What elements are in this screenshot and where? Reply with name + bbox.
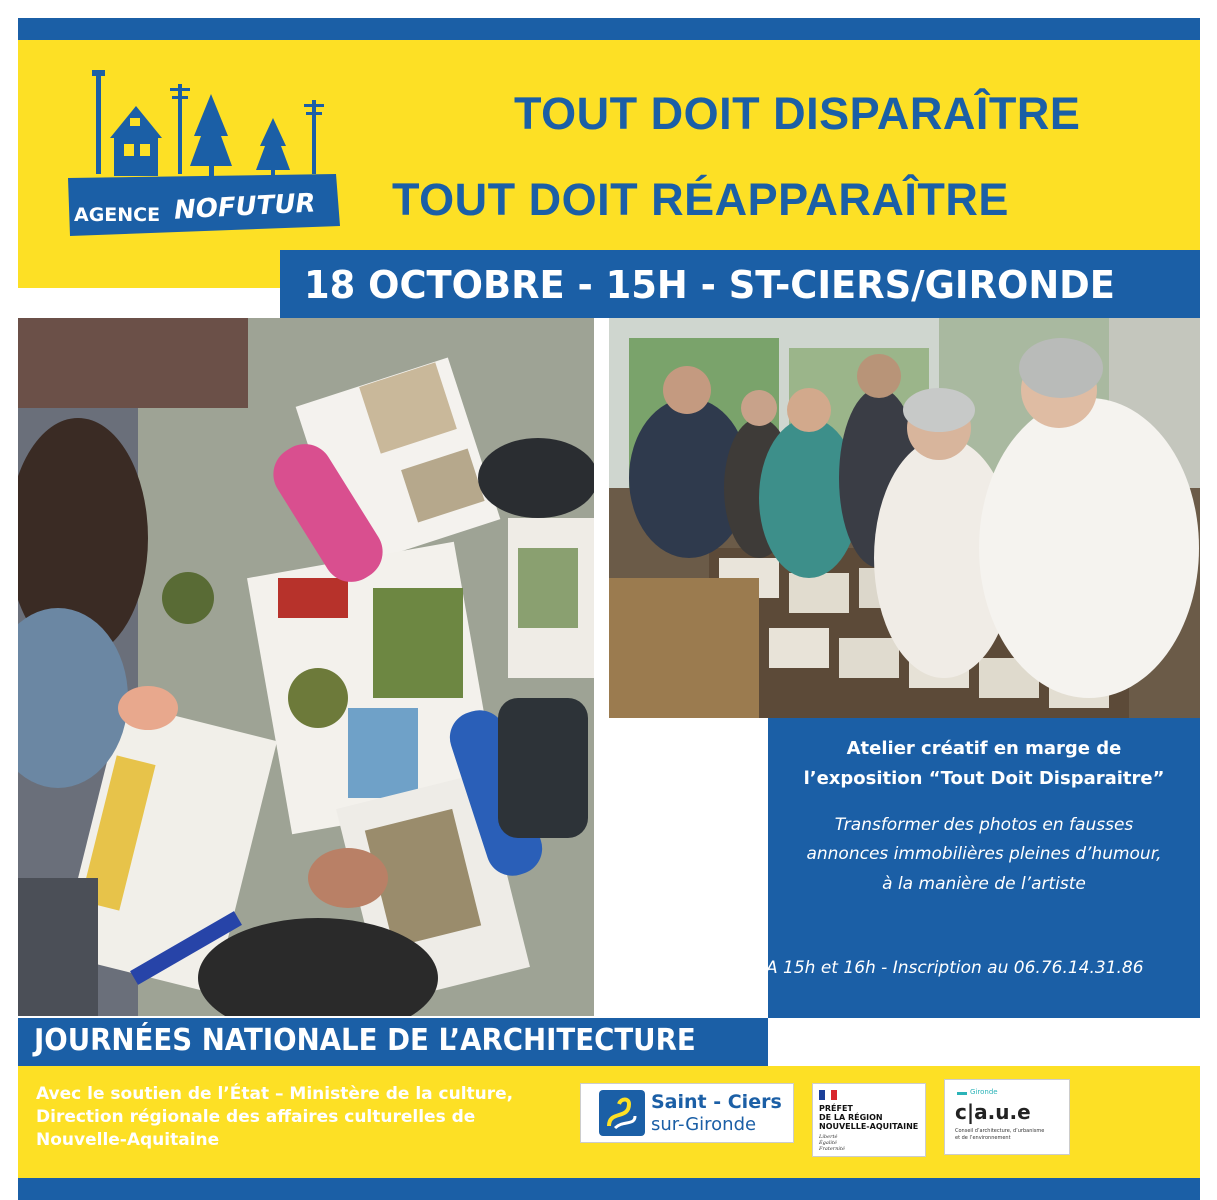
french-flag-icon: [819, 1090, 837, 1100]
caue-desc-2: et de l’environnement: [955, 1135, 1011, 1141]
workshop-photo-table-image: [18, 318, 594, 1016]
info-desc-line-1: Transformer des photos en fausses: [834, 815, 1134, 835]
workshop-photo-participants-image: [609, 318, 1200, 718]
caue-accent-bar: [957, 1092, 967, 1095]
prefet-line-2: DE LA RÉGION: [819, 1113, 883, 1122]
prefet-motto-1: Liberté: [819, 1134, 838, 1140]
info-schedule: A 15h et 16h - Inscription au 06.76.14.31.86: [766, 958, 1144, 978]
saint-ciers-name-line-1: Saint - Ciers: [651, 1091, 782, 1113]
workshop-photo-table: [18, 318, 594, 1016]
prefet-motto-3: Fraternité: [819, 1146, 845, 1152]
support-line-1: Avec le soutien de l’État – Ministère de la culture,: [36, 1084, 514, 1104]
support-line-3: Nouvelle-Aquitaine: [36, 1130, 220, 1150]
bottom-bar: [18, 1178, 1200, 1200]
saint-ciers-name-line-2: sur-Gironde: [651, 1114, 757, 1135]
caue-gironde-logo: [944, 1079, 1070, 1155]
support-line-2: Direction régionale des affaires culturelles de: [36, 1107, 476, 1127]
info-heading-line-2: l’exposition “Tout Doit Disparaitre”: [803, 768, 1165, 789]
top-bar: [18, 18, 1200, 40]
info-desc-line-2: annonces immobilières pleines d’humour,: [806, 844, 1162, 864]
info-heading-line-1: Atelier créatif en marge de: [846, 738, 1122, 759]
workshop-photo-participants: [609, 318, 1200, 718]
info-desc-line-3: à la manière de l’artiste: [882, 874, 1086, 894]
caue-region: Gironde: [970, 1088, 998, 1096]
prefet-line-3: NOUVELLE-AQUITAINE: [819, 1122, 919, 1131]
title-line-2: TOUT DOIT RÉAPPARAÎTRE: [392, 174, 1009, 225]
agence-nofutur-logo: [66, 66, 342, 238]
prefet-region-logo: [812, 1083, 926, 1157]
logo-prefix: AGENCE: [74, 204, 161, 226]
prefet-motto-2: Égalité: [819, 1140, 837, 1146]
event-date-location: 18 OCTOBRE - 15H - ST-CIERS/GIRONDE: [304, 263, 1115, 307]
logo-suffix: NOFUTUR: [173, 188, 317, 226]
saint-ciers-logo: [580, 1083, 794, 1143]
saint-ciers-emblem-icon: [599, 1090, 645, 1136]
footer-event-name: JOURNÉES NATIONALE DE L’ARCHITECTURE: [34, 1023, 696, 1058]
prefet-line-1: PRÉFET: [819, 1104, 853, 1113]
title-line-1: TOUT DOIT DISPARAÎTRE: [514, 88, 1081, 139]
caue-name: c|a.u.e: [955, 1100, 1031, 1124]
info-content: [768, 734, 1200, 899]
caue-desc-1: Conseil d’architecture, d’urbanisme: [955, 1128, 1045, 1134]
